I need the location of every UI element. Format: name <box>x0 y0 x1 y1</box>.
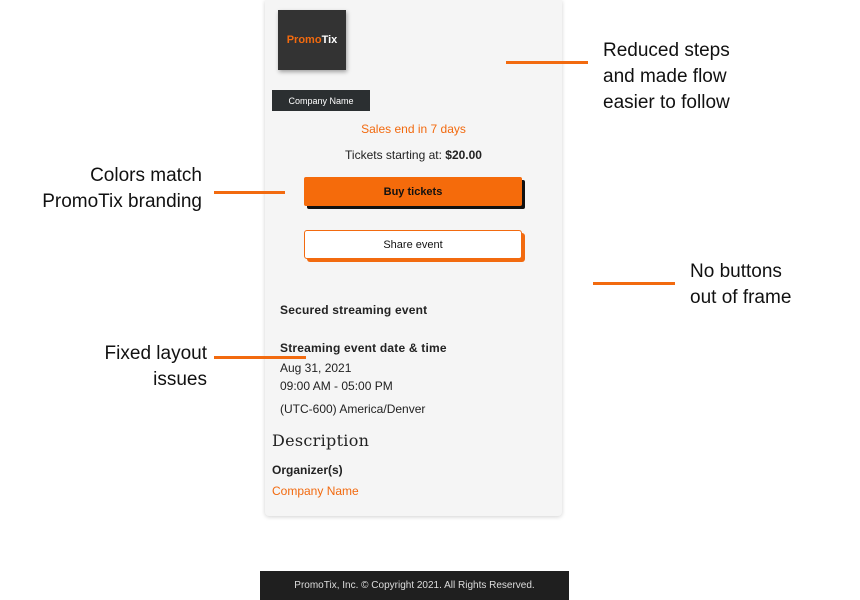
annotation-connector-buttons <box>593 282 675 285</box>
annotation-line: PromoTix branding <box>42 191 202 212</box>
logo-text-tix: Tix <box>321 34 338 46</box>
share-event-button[interactable]: Share event <box>304 230 522 259</box>
event-date: Aug 31, 2021 <box>280 361 352 375</box>
annotation-no-buttons <box>690 259 791 311</box>
annotation-connector-layout <box>214 356 306 359</box>
tickets-price: $20.00 <box>445 148 482 162</box>
annotation-reduced-steps <box>603 38 730 116</box>
annotation-line: easier to follow <box>603 92 730 113</box>
organizer-label: Organizer(s) <box>272 463 343 477</box>
event-date-heading: Streaming event date & time <box>280 341 447 355</box>
annotation-line: No buttons <box>690 261 782 282</box>
secured-streaming-label: Secured streaming event <box>280 303 428 317</box>
annotation-line: Reduced steps <box>603 40 730 61</box>
sales-end-notice: Sales end in 7 days <box>361 122 466 136</box>
description-heading: Description <box>272 431 370 450</box>
annotation-connector-colors <box>214 191 285 194</box>
logo-text-promo: Promo <box>286 34 322 46</box>
organizer-link[interactable]: Company Name <box>272 484 359 498</box>
annotation-line: out of frame <box>690 287 792 308</box>
annotation-connector-steps <box>506 61 588 64</box>
annotation-colors <box>0 163 202 215</box>
annotation-line: Fixed layout <box>104 343 207 364</box>
annotation-line: issues <box>153 369 207 390</box>
page-footer: PromoTix, Inc. © Copyright 2021. All Rights Reserved. <box>260 571 569 600</box>
annotation-line: Colors match <box>90 165 202 186</box>
annotation-line: and made flow <box>603 66 727 87</box>
promotix-logo <box>278 10 346 70</box>
event-timezone: (UTC-600) America/Denver <box>280 402 426 416</box>
buy-tickets-button[interactable]: Buy tickets <box>304 177 522 206</box>
company-name-tag: Company Name <box>272 90 370 111</box>
event-time: 09:00 AM - 05:00 PM <box>280 379 393 393</box>
annotation-layout <box>0 341 207 393</box>
tickets-prefix: Tickets starting at: <box>345 148 442 162</box>
tickets-starting-price <box>265 148 562 162</box>
